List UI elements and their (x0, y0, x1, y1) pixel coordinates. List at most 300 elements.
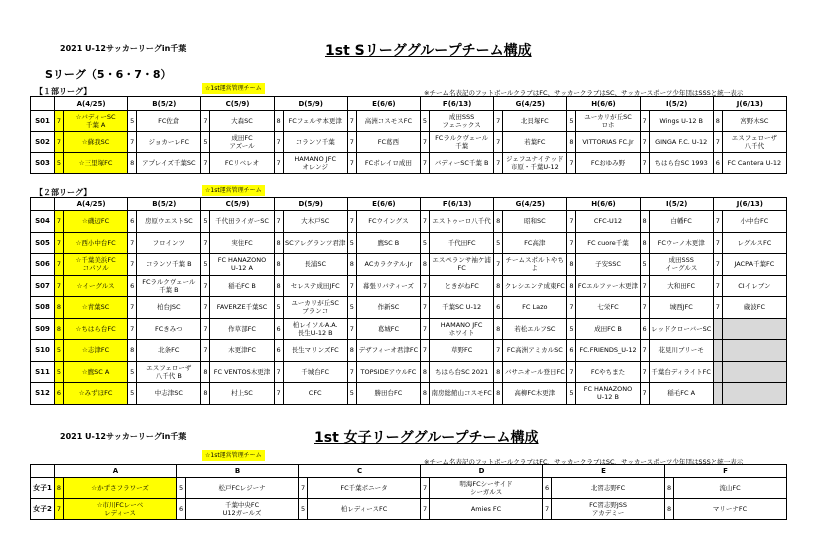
team-name: 千代田FC (430, 232, 494, 254)
team-grade: 6 (543, 478, 552, 499)
team-grade: 7 (55, 499, 64, 520)
team-name: 蔵波FC (722, 297, 786, 319)
row-label: S07 (31, 275, 55, 297)
team-name: TOPSIDEアウルFC (356, 361, 420, 383)
team-grade: 5 (567, 318, 576, 340)
team-name: コランソ千葉 B (137, 254, 201, 276)
team-grade: 7 (421, 211, 430, 233)
team-grade: 5 (177, 478, 186, 499)
team-grade: 7 (55, 275, 64, 297)
team-name: FC cuore千葉 (576, 232, 640, 254)
team-name: FAVERZE千葉SC (210, 297, 274, 319)
team-name: FCラルクヴェール 千葉 (430, 132, 494, 153)
team-grade: 7 (543, 499, 552, 520)
table-row (31, 232, 787, 254)
team-grade: 8 (567, 132, 576, 153)
row-label: S05 (31, 232, 55, 254)
team-grade: 5 (55, 153, 64, 174)
team-grade: 8 (55, 478, 64, 499)
team-grade: 7 (128, 254, 137, 276)
team-grade: 5 (55, 361, 64, 383)
team-name: JACPA千葉FC (722, 254, 786, 276)
team-grade: 7 (347, 361, 356, 383)
team-name: ユーカリが丘SC ブランコ (283, 297, 347, 319)
team-name: ☆鷹SC A (64, 361, 128, 383)
team-grade: 8 (128, 340, 137, 362)
girls-main-title: 1st 女子リーググループチーム構成 (314, 430, 539, 446)
team-name: FC葛西 (356, 132, 420, 153)
team-grade: 7 (201, 340, 210, 362)
team-grade: 7 (347, 211, 356, 233)
team-grade: 7 (55, 132, 64, 153)
team-name: ACカラクテル.Jr (356, 254, 420, 276)
table-row (31, 211, 787, 233)
column-header: E(6/6) (347, 97, 420, 111)
team-grade: 5 (347, 383, 356, 405)
table-row (31, 132, 787, 153)
team-grade: 7 (640, 297, 649, 319)
team-name: 鷹SC B (356, 232, 420, 254)
team-name: ☆バディーSC 千葉 A (64, 111, 128, 132)
team-name: 幕張リバティーズ (356, 275, 420, 297)
girls-left-title: 2021 U-12サッカーリーグin千葉 (60, 432, 187, 441)
management-badge-2: ☆1st運営管理チーム (202, 185, 265, 196)
team-name: ☆西小中台FC (64, 232, 128, 254)
team-grade: 7 (567, 361, 576, 383)
team-grade: 7 (421, 478, 430, 499)
team-name: 花見川ブリーモ (649, 340, 713, 362)
team-name: FCやちまた (576, 361, 640, 383)
team-name: ☆市川FCレーベ レディース (64, 499, 177, 520)
team-grade (713, 340, 722, 362)
team-name: FCボレイロ成田 (356, 153, 420, 174)
team-grade: 8 (494, 318, 503, 340)
team-name: FC HANAZONO U-12 B (576, 383, 640, 405)
team-name: フロインツ (137, 232, 201, 254)
team-grade: 7 (201, 153, 210, 174)
team-name: FC VENTOS木更津 (210, 361, 274, 383)
team-name: FCラルクヴェール 千葉 B (137, 275, 201, 297)
row-label: S12 (31, 383, 55, 405)
team-name: コランソ千葉 (283, 132, 347, 153)
team-grade: 8 (55, 318, 64, 340)
team-grade (713, 361, 722, 383)
team-grade: 7 (274, 361, 283, 383)
empty-cell (722, 318, 786, 340)
team-grade: 8 (494, 361, 503, 383)
team-name: 作新SC (356, 297, 420, 319)
team-grade: 5 (567, 383, 576, 405)
team-name: ユーカリが丘SC ロホ (576, 111, 640, 132)
team-name: 白幡FC (649, 211, 713, 233)
team-grade: 7 (421, 153, 430, 174)
team-name: FCエルファー木更津 (576, 275, 640, 297)
column-header: J(6/13) (713, 97, 786, 111)
team-grade: 7 (421, 297, 430, 319)
team-name: ☆かずさフラワーズ (64, 478, 177, 499)
team-grade: 7 (421, 499, 430, 520)
team-name: ☆みずほFC (64, 383, 128, 405)
table-row (31, 275, 787, 297)
team-grade: 7 (640, 340, 649, 362)
table-row (31, 340, 787, 362)
team-grade: 5 (421, 232, 430, 254)
team-name: 勝田台FC (356, 383, 420, 405)
team-name: FCきみつ (137, 318, 201, 340)
team-grade: 8 (421, 361, 430, 383)
team-grade: 7 (494, 153, 503, 174)
team-name: FC Lazo (503, 297, 567, 319)
team-grade: 7 (55, 111, 64, 132)
team-name: 松戸FCレジーナ (186, 478, 299, 499)
team-grade: 5 (201, 254, 210, 276)
team-name: Wings U-12 B (649, 111, 713, 132)
team-grade: 7 (347, 132, 356, 153)
girls-table (30, 464, 787, 520)
team-grade: 6 (567, 340, 576, 362)
team-name: FCおゆみ野 (576, 153, 640, 174)
team-grade: 7 (494, 111, 503, 132)
team-grade: 5 (201, 132, 210, 153)
table-row (31, 383, 787, 405)
team-name: FC習志野JSS アカデミー (552, 499, 665, 520)
header-row (31, 97, 787, 111)
team-grade: 7 (274, 383, 283, 405)
team-grade: 7 (494, 132, 503, 153)
team-grade: 7 (640, 275, 649, 297)
row-label: S02 (31, 132, 55, 153)
header-row (31, 198, 787, 211)
column-header: H(6/6) (567, 198, 640, 211)
team-grade: 8 (665, 499, 674, 520)
team-grade: 6 (274, 318, 283, 340)
team-grade: 7 (421, 340, 430, 362)
team-name: FC佐倉 (137, 111, 201, 132)
team-name: ちはら台SC 1993 (649, 153, 713, 174)
column-header: A(4/25) (55, 198, 128, 211)
row-label: S01 (31, 111, 55, 132)
team-name: 長浦SC (283, 254, 347, 276)
team-name: SCアレグランツ君津 (283, 232, 347, 254)
team-grade: 7 (201, 297, 210, 319)
team-grade: 7 (567, 297, 576, 319)
team-grade: 7 (421, 275, 430, 297)
team-name: CIイレブン (722, 275, 786, 297)
team-name: ちはら台SC 2021 (430, 361, 494, 383)
team-name: 城西JFC (649, 297, 713, 319)
team-grade: 7 (201, 318, 210, 340)
team-name: 葛城FC (356, 318, 420, 340)
table-row (31, 111, 787, 132)
team-grade: 6 (177, 499, 186, 520)
column-header: D(5/9) (274, 97, 347, 111)
team-name: 木更津FC (210, 340, 274, 362)
team-name: Amies FC (430, 499, 543, 520)
team-grade (713, 383, 722, 405)
column-header: E(6/6) (347, 198, 420, 211)
team-grade: 7 (494, 254, 503, 276)
team-name: ときがねFC (430, 275, 494, 297)
team-grade: 8 (274, 232, 283, 254)
team-name: FC HANAZONO U-12 A (210, 254, 274, 276)
team-grade: 7 (640, 383, 649, 405)
team-name: 高洲コスモスFC (356, 111, 420, 132)
team-grade: 5 (55, 340, 64, 362)
team-grade: 8 (567, 275, 576, 297)
team-name: 成田SSS イーグルス (649, 254, 713, 276)
girls-abbreviation-note: ※チーム名表記のフットボールクラブはFC、サッカークラブはSC、サッカースポーツ少年団はSSSと統一表示 (424, 458, 744, 466)
team-name: 千代田ライガーSC (210, 211, 274, 233)
row-label: S04 (31, 211, 55, 233)
row-label: S10 (31, 340, 55, 362)
column-header: I(5/2) (640, 198, 713, 211)
team-grade: 6 (494, 297, 503, 319)
team-grade: 8 (347, 254, 356, 276)
column-header: F (665, 465, 787, 478)
column-header: D(5/9) (274, 198, 347, 211)
column-header: C(5/9) (201, 198, 274, 211)
team-grade: 7 (274, 132, 283, 153)
league-label: Sリーグ（5・6・7・8） (45, 68, 172, 81)
team-name: 柏台JSC (137, 297, 201, 319)
team-grade: 8 (494, 275, 503, 297)
team-name: FCウイングス (356, 211, 420, 233)
team-name: 作草部FC (210, 318, 274, 340)
team-grade: 8 (201, 361, 210, 383)
team-name: 千葉中央FC U12ガールズ (186, 499, 299, 520)
row-label: 女子1 (31, 478, 55, 499)
team-name: チームスポルトやちよ (503, 254, 567, 276)
team-grade: 5 (128, 361, 137, 383)
team-grade: 5 (274, 297, 283, 319)
team-grade: 7 (128, 132, 137, 153)
abbreviation-note: ※チーム名表記のフットボールクラブはFC、サッカークラブはSC、サッカースポーツ少年団はSSSと統一表示 (424, 89, 744, 97)
team-grade: 5 (421, 111, 430, 132)
team-name: 柏レディースFC (308, 499, 421, 520)
team-name: レグルスFC (722, 232, 786, 254)
team-name: ☆磯辺FC (64, 211, 128, 233)
team-name: 北条FC (137, 340, 201, 362)
team-name: 子安SSC (576, 254, 640, 276)
team-name: 明海FCシーサイド シーガルス (430, 478, 543, 499)
corner-cell (31, 97, 55, 111)
left-title: 2021 U-12サッカーリーグin千葉 (60, 44, 187, 53)
team-name: レッドクローバーSC (649, 318, 713, 340)
team-name: 実住FC (210, 232, 274, 254)
column-header: E (543, 465, 665, 478)
team-name: ☆千葉美浜FC コパソル (64, 254, 128, 276)
team-name: セレステ成田JFC (283, 275, 347, 297)
team-grade: 7 (55, 211, 64, 233)
div2-table (30, 197, 787, 405)
team-name: 稲毛FC B (210, 275, 274, 297)
team-grade: 7 (421, 318, 430, 340)
team-grade: 7 (274, 153, 283, 174)
team-grade: 8 (128, 153, 137, 174)
row-label: 女子2 (31, 499, 55, 520)
team-name: デザフィーオ君津FC (356, 340, 420, 362)
team-grade: 7 (640, 153, 649, 174)
row-label: S08 (31, 297, 55, 319)
team-name: 千葉台ディライトFC (649, 361, 713, 383)
team-name: FC.FRIENDS_U-12 (576, 340, 640, 362)
team-name: ☆青葉SC (64, 297, 128, 319)
team-name: CFC (283, 383, 347, 405)
team-name: ☆志津FC (64, 340, 128, 362)
team-grade: 8 (274, 275, 283, 297)
team-grade: 8 (494, 383, 503, 405)
team-name: 流山FC (674, 478, 787, 499)
team-grade: 7 (640, 361, 649, 383)
team-name: ☆蘇我SC (64, 132, 128, 153)
team-name: 南房総館山コスモFC (430, 383, 494, 405)
team-grade: 6 (55, 383, 64, 405)
table-row (31, 499, 787, 520)
header-row (31, 465, 787, 478)
team-name: 大森SC (210, 111, 274, 132)
team-name: VITTORIAS FC.Jr (576, 132, 640, 153)
team-grade: 7 (347, 111, 356, 132)
row-label: S09 (31, 318, 55, 340)
table-row (31, 478, 787, 499)
team-grade: 8 (421, 254, 430, 276)
management-badge: ☆1st運営管理チーム (202, 83, 265, 94)
team-name: FC Cantera U-12 (722, 153, 786, 174)
team-name: HAMANO JFC オレンジ (283, 153, 347, 174)
team-name: クレシエンテ成東FC (503, 275, 567, 297)
column-header: F(6/13) (421, 198, 494, 211)
column-header: B (177, 465, 299, 478)
team-name: アプレイズ千葉SC (137, 153, 201, 174)
team-grade: 7 (201, 111, 210, 132)
empty-cell (722, 340, 786, 362)
team-grade: 7 (421, 132, 430, 153)
team-grade: 5 (128, 111, 137, 132)
team-grade: 6 (128, 211, 137, 233)
team-name: 中志津SC (137, 383, 201, 405)
div2-label: 【２部リーグ】 (35, 188, 92, 197)
team-grade: 7 (201, 232, 210, 254)
team-grade: 8 (713, 111, 722, 132)
team-grade: 7 (713, 297, 722, 319)
team-name: FCウーノ木更津 (649, 232, 713, 254)
column-header: C(5/9) (201, 97, 274, 111)
team-name: エスペランサ袖ケ浦FC (430, 254, 494, 276)
row-label: S11 (31, 361, 55, 383)
team-grade: 8 (274, 254, 283, 276)
column-header: C (299, 465, 421, 478)
column-header: G(4/25) (494, 97, 567, 111)
team-grade (713, 318, 722, 340)
team-grade: 7 (201, 275, 210, 297)
team-grade: 6 (274, 340, 283, 362)
team-name: ☆三里塚FC (64, 153, 128, 174)
team-grade: 8 (274, 111, 283, 132)
team-grade: 7 (128, 232, 137, 254)
team-grade: 8 (421, 383, 430, 405)
team-grade: 7 (128, 297, 137, 319)
corner-cell (31, 465, 55, 478)
team-name: エストゥーロ八千代 (430, 211, 494, 233)
column-header: B(5/2) (128, 97, 201, 111)
team-name: 大木戸SC (283, 211, 347, 233)
team-name: FC高洲アミカルSC (503, 340, 567, 362)
team-grade: 8 (640, 232, 649, 254)
team-name: 千葉SC U-12 (430, 297, 494, 319)
team-name: 若松エルフSC (503, 318, 567, 340)
team-name: エスフェローザ 八千代 B (137, 361, 201, 383)
team-grade: 7 (713, 275, 722, 297)
div1-table (30, 96, 787, 174)
team-name: 北貝塚FC (503, 111, 567, 132)
table-row (31, 153, 787, 174)
team-name: FCリベレオ (210, 153, 274, 174)
team-name: 長生マリンズFC (283, 340, 347, 362)
column-header: I(5/2) (640, 97, 713, 111)
team-grade: 5 (640, 254, 649, 276)
team-name: 稲毛FC A (649, 383, 713, 405)
team-name: 宮野木SC (722, 111, 786, 132)
team-grade: 8 (640, 211, 649, 233)
column-header: B(5/2) (128, 198, 201, 211)
team-name: 大和田FC (649, 275, 713, 297)
team-grade: 8 (347, 340, 356, 362)
team-grade: 7 (567, 211, 576, 233)
main-title: 1st Sリーググループチーム構成 (325, 43, 532, 59)
team-name: FC高津 (503, 232, 567, 254)
team-grade: 7 (640, 132, 649, 153)
table-row (31, 297, 787, 319)
team-grade: 8 (665, 478, 674, 499)
team-grade: 6 (713, 153, 722, 174)
team-grade: 7 (640, 111, 649, 132)
team-grade: 7 (567, 153, 576, 174)
team-grade: 8 (55, 297, 64, 319)
team-name: エスフェローザ 八千代 (722, 132, 786, 153)
team-name: 北習志野FC (552, 478, 665, 499)
team-name: 成田FC アズール (210, 132, 274, 153)
team-grade: 5 (494, 232, 503, 254)
team-grade: 7 (713, 211, 722, 233)
team-grade: 7 (55, 232, 64, 254)
team-name: 柏レイソルA.A. 長生U-12 B (283, 318, 347, 340)
team-grade: 7 (347, 153, 356, 174)
team-grade: 7 (713, 254, 722, 276)
column-header: H(6/6) (567, 97, 640, 111)
team-grade: 8 (201, 383, 210, 405)
team-grade: 8 (494, 211, 503, 233)
girls-management-badge: ☆1st運営管理チーム (202, 450, 265, 461)
team-grade: 5 (567, 111, 576, 132)
team-name: マリーナFC (674, 499, 787, 520)
column-header: A(4/25) (55, 97, 128, 111)
table-row (31, 254, 787, 276)
team-name: バディーSC千葉 B (430, 153, 494, 174)
team-grade: 5 (128, 383, 137, 405)
team-grade: 5 (299, 499, 308, 520)
team-grade: 7 (494, 340, 503, 362)
team-grade: 7 (713, 232, 722, 254)
column-header: D (421, 465, 543, 478)
team-grade: 7 (347, 275, 356, 297)
team-grade: 7 (299, 478, 308, 499)
table-row (31, 318, 787, 340)
team-name: 高柳FC木更津 (503, 383, 567, 405)
column-header: A (55, 465, 177, 478)
team-grade: 6 (640, 318, 649, 340)
row-label: S06 (31, 254, 55, 276)
team-name: 昭和SC (503, 211, 567, 233)
